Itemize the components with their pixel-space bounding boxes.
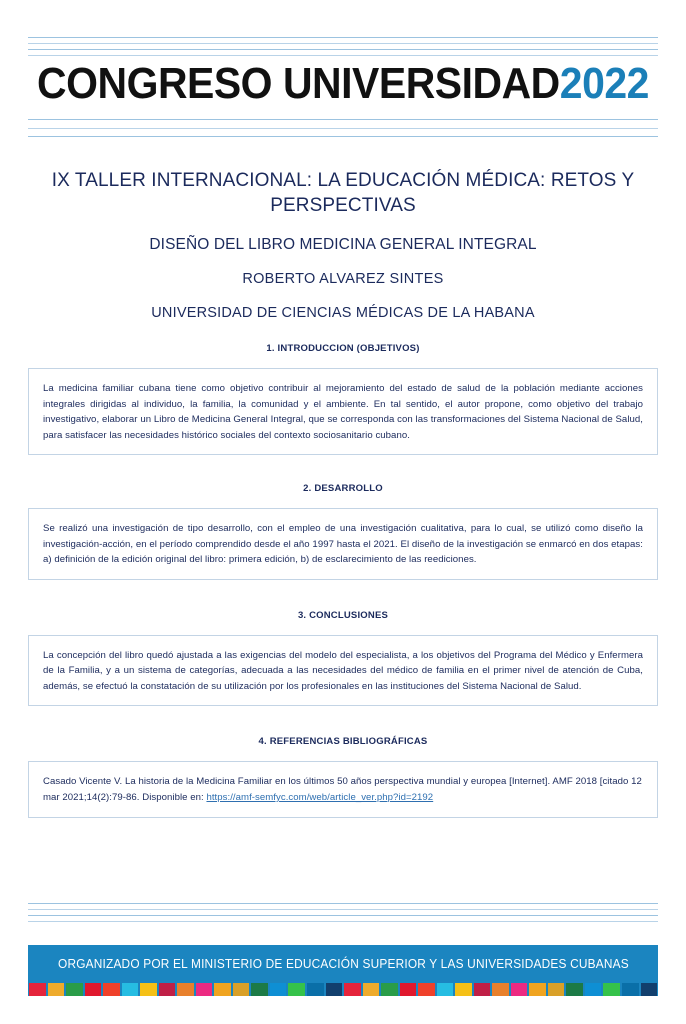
spacer xyxy=(28,455,658,483)
sdg-color-cell xyxy=(437,983,454,996)
sdg-color-cell xyxy=(214,983,231,996)
sdg-color-cell xyxy=(585,983,602,996)
reference-entry xyxy=(43,774,643,805)
sdg-color-cell xyxy=(511,983,528,996)
sdg-color-cell xyxy=(307,983,324,996)
sdg-color-cell xyxy=(603,983,620,996)
masthead-title xyxy=(24,59,662,108)
footer-rule xyxy=(28,915,658,916)
masthead-title-year: 2022 xyxy=(559,59,649,108)
sdg-color-cell xyxy=(418,983,435,996)
section-box-desarrollo xyxy=(28,508,658,580)
footer-rule xyxy=(28,909,658,910)
book-title: DISEÑO DEL LIBRO MEDICINA GENERAL INTEGRAL xyxy=(149,236,537,254)
sdg-color-cell xyxy=(381,983,398,996)
footer-rule xyxy=(28,921,658,922)
workshop-title: IX TALLER INTERNACIONAL: LA EDUCACIÓN MÉDICA: RETOS Y PERSPECTIVAS xyxy=(51,170,635,217)
sdg-color-cell xyxy=(196,983,213,996)
sdg-color-cell xyxy=(326,983,343,996)
spacer xyxy=(28,580,658,610)
section-heading-desarrollo: 2. DESARROLLO xyxy=(303,483,383,495)
sdg-color-cell xyxy=(641,983,658,996)
header-rule-group-middle xyxy=(28,119,658,137)
sdg-color-cell xyxy=(270,983,287,996)
sdg-color-cell xyxy=(492,983,509,996)
header-rule xyxy=(28,55,658,56)
footer-banner-text: ORGANIZADO POR EL MINISTERIO DE EDUCACIÓN SUPERIOR Y LAS UNIVERSIDADES CUBANAS xyxy=(57,957,629,971)
section-body-desarrollo: Se realizó una investigación de tipo desarrollo, con el empleo de una investigación cualitativa, para lo cual, se utilizó como diseño la investigación-acción, en el período comprendido desde el año 1997 hasta el 2021. El diseño de la investigación se enmarcó en dos etapas: a) definición de la edición original del libro: primera edición, b) de esclarecimiento de las reediciones. xyxy=(43,523,643,566)
sdg-color-cell xyxy=(548,983,565,996)
sdg-color-cell xyxy=(474,983,491,996)
sdg-color-cell xyxy=(140,983,157,996)
institution-name: UNIVERSIDAD DE CIENCIAS MÉDICAS DE LA HABANA xyxy=(151,305,535,322)
sdg-color-cell xyxy=(344,983,361,996)
sdg-color-cell xyxy=(233,983,250,996)
header-rule-group-top xyxy=(28,37,658,56)
poster-content xyxy=(28,168,658,818)
header-rule xyxy=(28,128,658,129)
section-body-introduccion: La medicina familiar cubana tiene como objetivo contribuir al mejoramiento del estado de salud de la población mediante acciones integrales dirigidas al individuo, la familia, la comunidad y el ambiente. En tal sentido, el autor propone, como objetivo del trabajo investigativo, elaborar un Libro de Medicina General Integral, que se corresponda con las transformaciones del Sistema Nacional de Salud, para satisfacer las necesidades histórico sociales del contexto sociosanitario cubano. xyxy=(43,383,643,441)
sdg-color-cell xyxy=(400,983,417,996)
sdg-color-cell xyxy=(251,983,268,996)
sdg-color-cell xyxy=(455,983,472,996)
footer-rule xyxy=(28,903,658,904)
sdg-color-cell xyxy=(159,983,176,996)
spacer xyxy=(28,706,658,736)
section-body-conclusiones: La concepción del libro quedó ajustada a las exigencias del modelo del especialista, a los objetivos del Programa del Médico y Enfermera de la Familia, y a un sistema de categorías, adecuada a las necesidades del médico de familia en el primer nivel de atención de Cuba, además, se efectuó la constatación de su utilización por los profesionales en las instituciones del Sistema Nacional de Salud. xyxy=(43,649,643,692)
sdg-color-cell xyxy=(622,983,639,996)
reference-citation-text: Casado Vicente V. La historia de la Medicina Familiar en los últimos 50 años perspectiva mundial y europea [Internet]. AMF 2018 [citado 12 mar 2021;14(2):79-86. Disponible en: xyxy=(43,776,642,803)
header-rule xyxy=(28,43,658,44)
sdg-color-cell xyxy=(85,983,102,996)
footer-rule-group xyxy=(28,903,658,922)
header-rule xyxy=(28,119,658,120)
section-heading-introduccion: 1. INTRODUCCION (OBJETIVOS) xyxy=(266,343,420,355)
section-heading-conclusiones: 3. CONCLUSIONES xyxy=(297,609,389,621)
section-box-introduccion xyxy=(28,368,658,455)
sdg-color-cell xyxy=(103,983,120,996)
masthead xyxy=(0,59,686,108)
footer-banner xyxy=(28,945,658,983)
reference-link[interactable]: https://amf-semfyc.com/web/article_ver.php?id=2192 xyxy=(206,792,434,803)
sdg-color-cell xyxy=(529,983,546,996)
header-rule xyxy=(28,136,658,137)
masthead-title-main: CONGRESO UNIVERSIDAD xyxy=(37,59,560,108)
sdg-color-cell xyxy=(29,983,46,996)
header-rule xyxy=(28,49,658,50)
header-rule xyxy=(28,37,658,38)
author-name: ROBERTO ALVAREZ SINTES xyxy=(242,271,444,288)
sdg-color-strip xyxy=(28,983,658,996)
sdg-color-cell xyxy=(66,983,83,996)
sdg-color-cell xyxy=(363,983,380,996)
section-box-referencias xyxy=(28,761,658,817)
sdg-color-cell xyxy=(177,983,194,996)
section-heading-referencias: 4. REFERENCIAS BIBLIOGRÁFICAS xyxy=(258,736,428,748)
sdg-color-cell xyxy=(48,983,65,996)
section-box-conclusiones xyxy=(28,635,658,707)
sdg-color-cell xyxy=(566,983,583,996)
sdg-color-cell xyxy=(122,983,139,996)
sdg-color-cell xyxy=(288,983,305,996)
